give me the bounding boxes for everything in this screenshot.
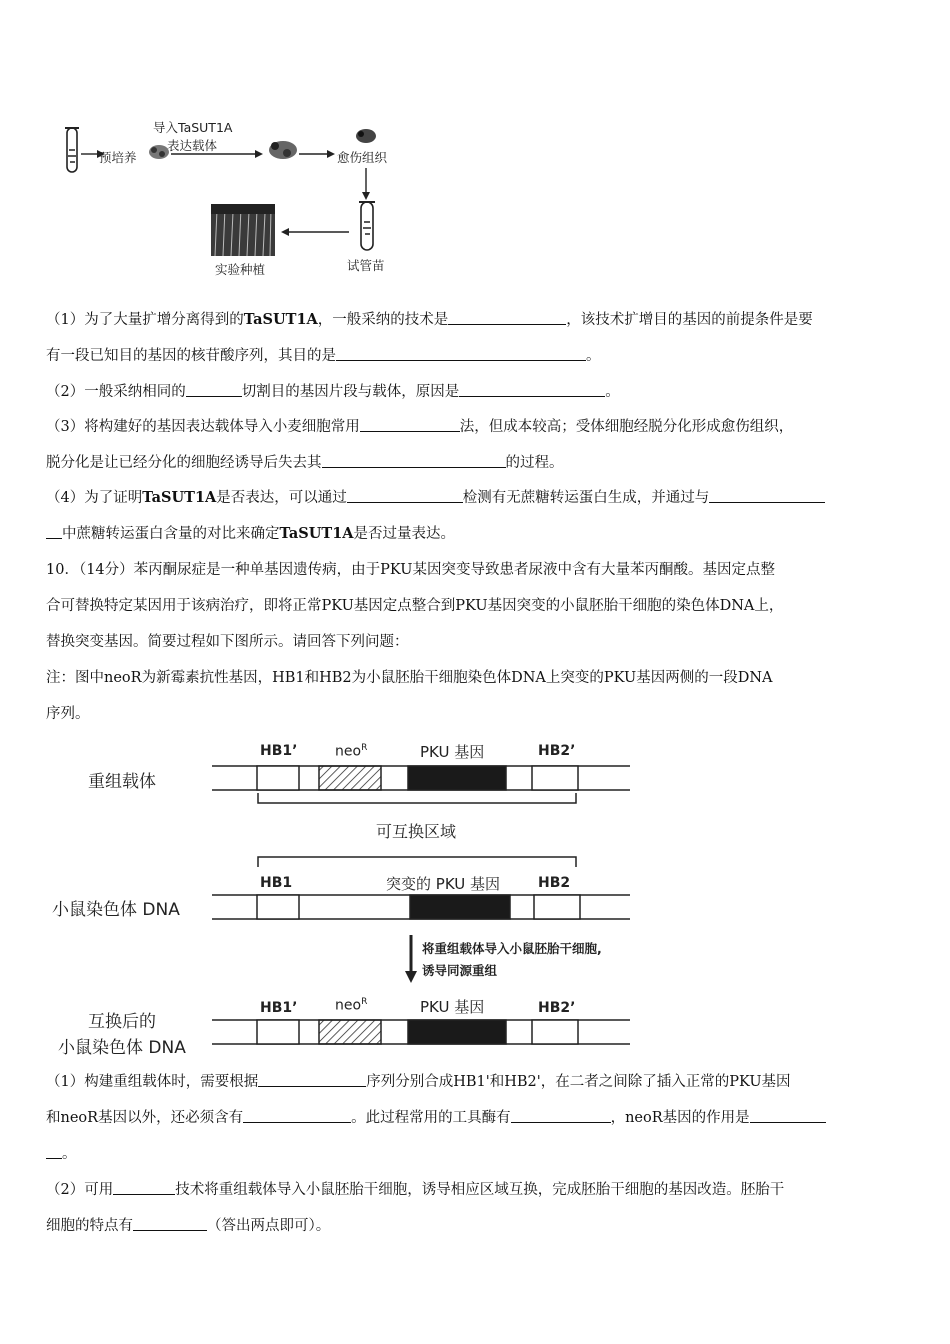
callus-small-icon [356, 129, 376, 143]
answer-blank[interactable] [243, 1108, 351, 1123]
hb1-prime-label: HB1’ [260, 743, 298, 759]
row3-label-2: 小鼠染色体 DNA [58, 1038, 186, 1058]
answer-blank[interactable] [459, 382, 605, 397]
gene-targeting-figure [40, 735, 650, 1060]
q9-part4: （4）为了证明TaSUT1A是否表达，可以通过 检测有无蔗糖转运蛋白生成，并通过与 中蔗糖转运蛋白含量的对比来确定TaSUT1A是否过量表达。 [46, 480, 904, 552]
neo-label: neo$^R$ [335, 743, 368, 760]
q10-stem: 10．（14分）苯丙酮尿症是一种单基因遗传病，由于PKU某因突变导致患者尿液中含有大量苯丙酮酸。基因定点整 合可替换特定某因用于该病治疗，即将正常PKU基因定点整合到PKU基因突变的小鼠胚胎干细胞的染色体DNA上， 替换突变基因。简要过程如下图所示。请回答下列问题： [46, 562, 784, 650]
answer-blank[interactable] [336, 346, 586, 361]
recombinant-vector-strip [212, 766, 630, 790]
neor-segment-2 [319, 1020, 381, 1044]
seed-clump-icon [149, 145, 169, 159]
arrow-label-line1: 导入TaSUT1A [153, 120, 233, 135]
answer-blank[interactable] [133, 1216, 207, 1231]
hb2-prime-segment [532, 766, 578, 790]
answer-blank[interactable] [709, 488, 825, 503]
hb1-prime-segment [257, 766, 299, 790]
swap-region-bracket-top [258, 793, 576, 803]
swap-region-label: 可互换区域 [376, 822, 457, 841]
hb2-segment [534, 895, 580, 919]
planting-label: 实验种植 [215, 262, 266, 277]
hb2-prime-label-2: HB2’ [538, 1000, 576, 1016]
step-line2: 诱导同源重组 [422, 963, 498, 978]
answer-blank[interactable] [322, 453, 506, 468]
answer-blank[interactable] [46, 1144, 62, 1159]
step-line1: 将重组载体导入小鼠胚胎干细胞, [422, 941, 602, 956]
pku-gene-segment-2 [408, 1020, 506, 1044]
answer-blank[interactable] [258, 1072, 366, 1087]
hb2-prime-segment-2 [532, 1020, 578, 1044]
hb1-label: HB1 [260, 875, 293, 891]
swap-region-bracket-bottom [258, 857, 576, 867]
down-arrow-icon [405, 971, 417, 983]
hb1-prime-label-2: HB1’ [260, 1000, 298, 1016]
test-tube-icon [65, 128, 79, 172]
q9-part1: （1）为了大量扩增分离得到的TaSUT1A，一般采纳的技术是 ，该技术扩增目的基因的前提条件是要 有一段已知目的基因的核苷酸序列，其目的是 。 [46, 311, 813, 364]
hb1-prime-segment-2 [257, 1020, 299, 1044]
q10-part2: （2）可用 技术将重组载体导入小鼠胚胎干细胞，诱导相应区域互换，完成胚胎干细胞的基因改造。胚胎干 细胞的特点有 （答出两点即可）。 [46, 1182, 785, 1234]
neo-label-2: neo$^R$ [335, 997, 368, 1014]
hb2-label: HB2 [538, 875, 571, 891]
tube-seedling-label: 试管苗 [347, 258, 385, 273]
callus-icon [269, 141, 297, 159]
row2-label: 小鼠染色体 DNA [52, 900, 180, 920]
answer-blank[interactable] [46, 524, 62, 539]
row1-label: 重组载体 [88, 772, 156, 792]
pku-gene-segment [408, 766, 506, 790]
recombined-chromosome-strip [212, 1020, 630, 1044]
preculture-label: 预培养 [99, 150, 137, 165]
row3-label-1: 互换后的 [88, 1012, 156, 1032]
pku-gene-label-2: PKU 基因 [420, 998, 485, 1016]
neor-segment [319, 766, 381, 790]
answer-blank[interactable] [347, 488, 463, 503]
hb1-segment [257, 895, 299, 919]
mouse-chromosome-strip [212, 895, 630, 919]
mutant-pku-label: 突变的 PKU 基因 [386, 875, 500, 893]
q10-note: 注：图中neoR为新霉素抗性基因，HB1和HB2为小鼠胚胎干细胞染色体DNA上突变的PKU基因两侧的一段DNA 序列。 [46, 670, 773, 722]
mutant-pku-segment [410, 895, 510, 919]
arrow-label-line2: 表达载体 [167, 138, 218, 153]
answer-blank[interactable] [186, 382, 242, 397]
answer-blank[interactable] [511, 1108, 611, 1123]
test-tube-seedling-icon [359, 202, 375, 250]
callus-label: 愈伤组织 [337, 150, 388, 165]
pku-gene-label: PKU 基因 [420, 743, 485, 761]
answer-blank[interactable] [448, 310, 566, 325]
answer-blank[interactable] [750, 1108, 826, 1123]
q10-part1: （1）构建重组载体时，需要根据 序列分别合成HB1'和HB2'，在二者之间除了插入正常的PKU基因 和neoR基因以外，还必须含有 。此过程常用的工具酶有 ，neoR基因的作用是 。 [46, 1064, 904, 1172]
answer-blank[interactable] [360, 417, 460, 432]
q9-part3: （3）将构建好的基因表达载体导入小麦细胞常用 法，但成本较高；受体细胞经脱分化形成愈伤组织， 脱分化是让已经分化的细胞经诱导后失去其 的过程。 [46, 419, 794, 471]
q9-part2: （2）一般采纳相同的 切割目的基因片段与载体，原因是 。 [46, 384, 620, 400]
planting-photo [211, 204, 275, 256]
answer-blank[interactable] [113, 1180, 175, 1195]
tasut1a-flow-figure [55, 110, 415, 290]
hb2-prime-label: HB2’ [538, 743, 576, 759]
